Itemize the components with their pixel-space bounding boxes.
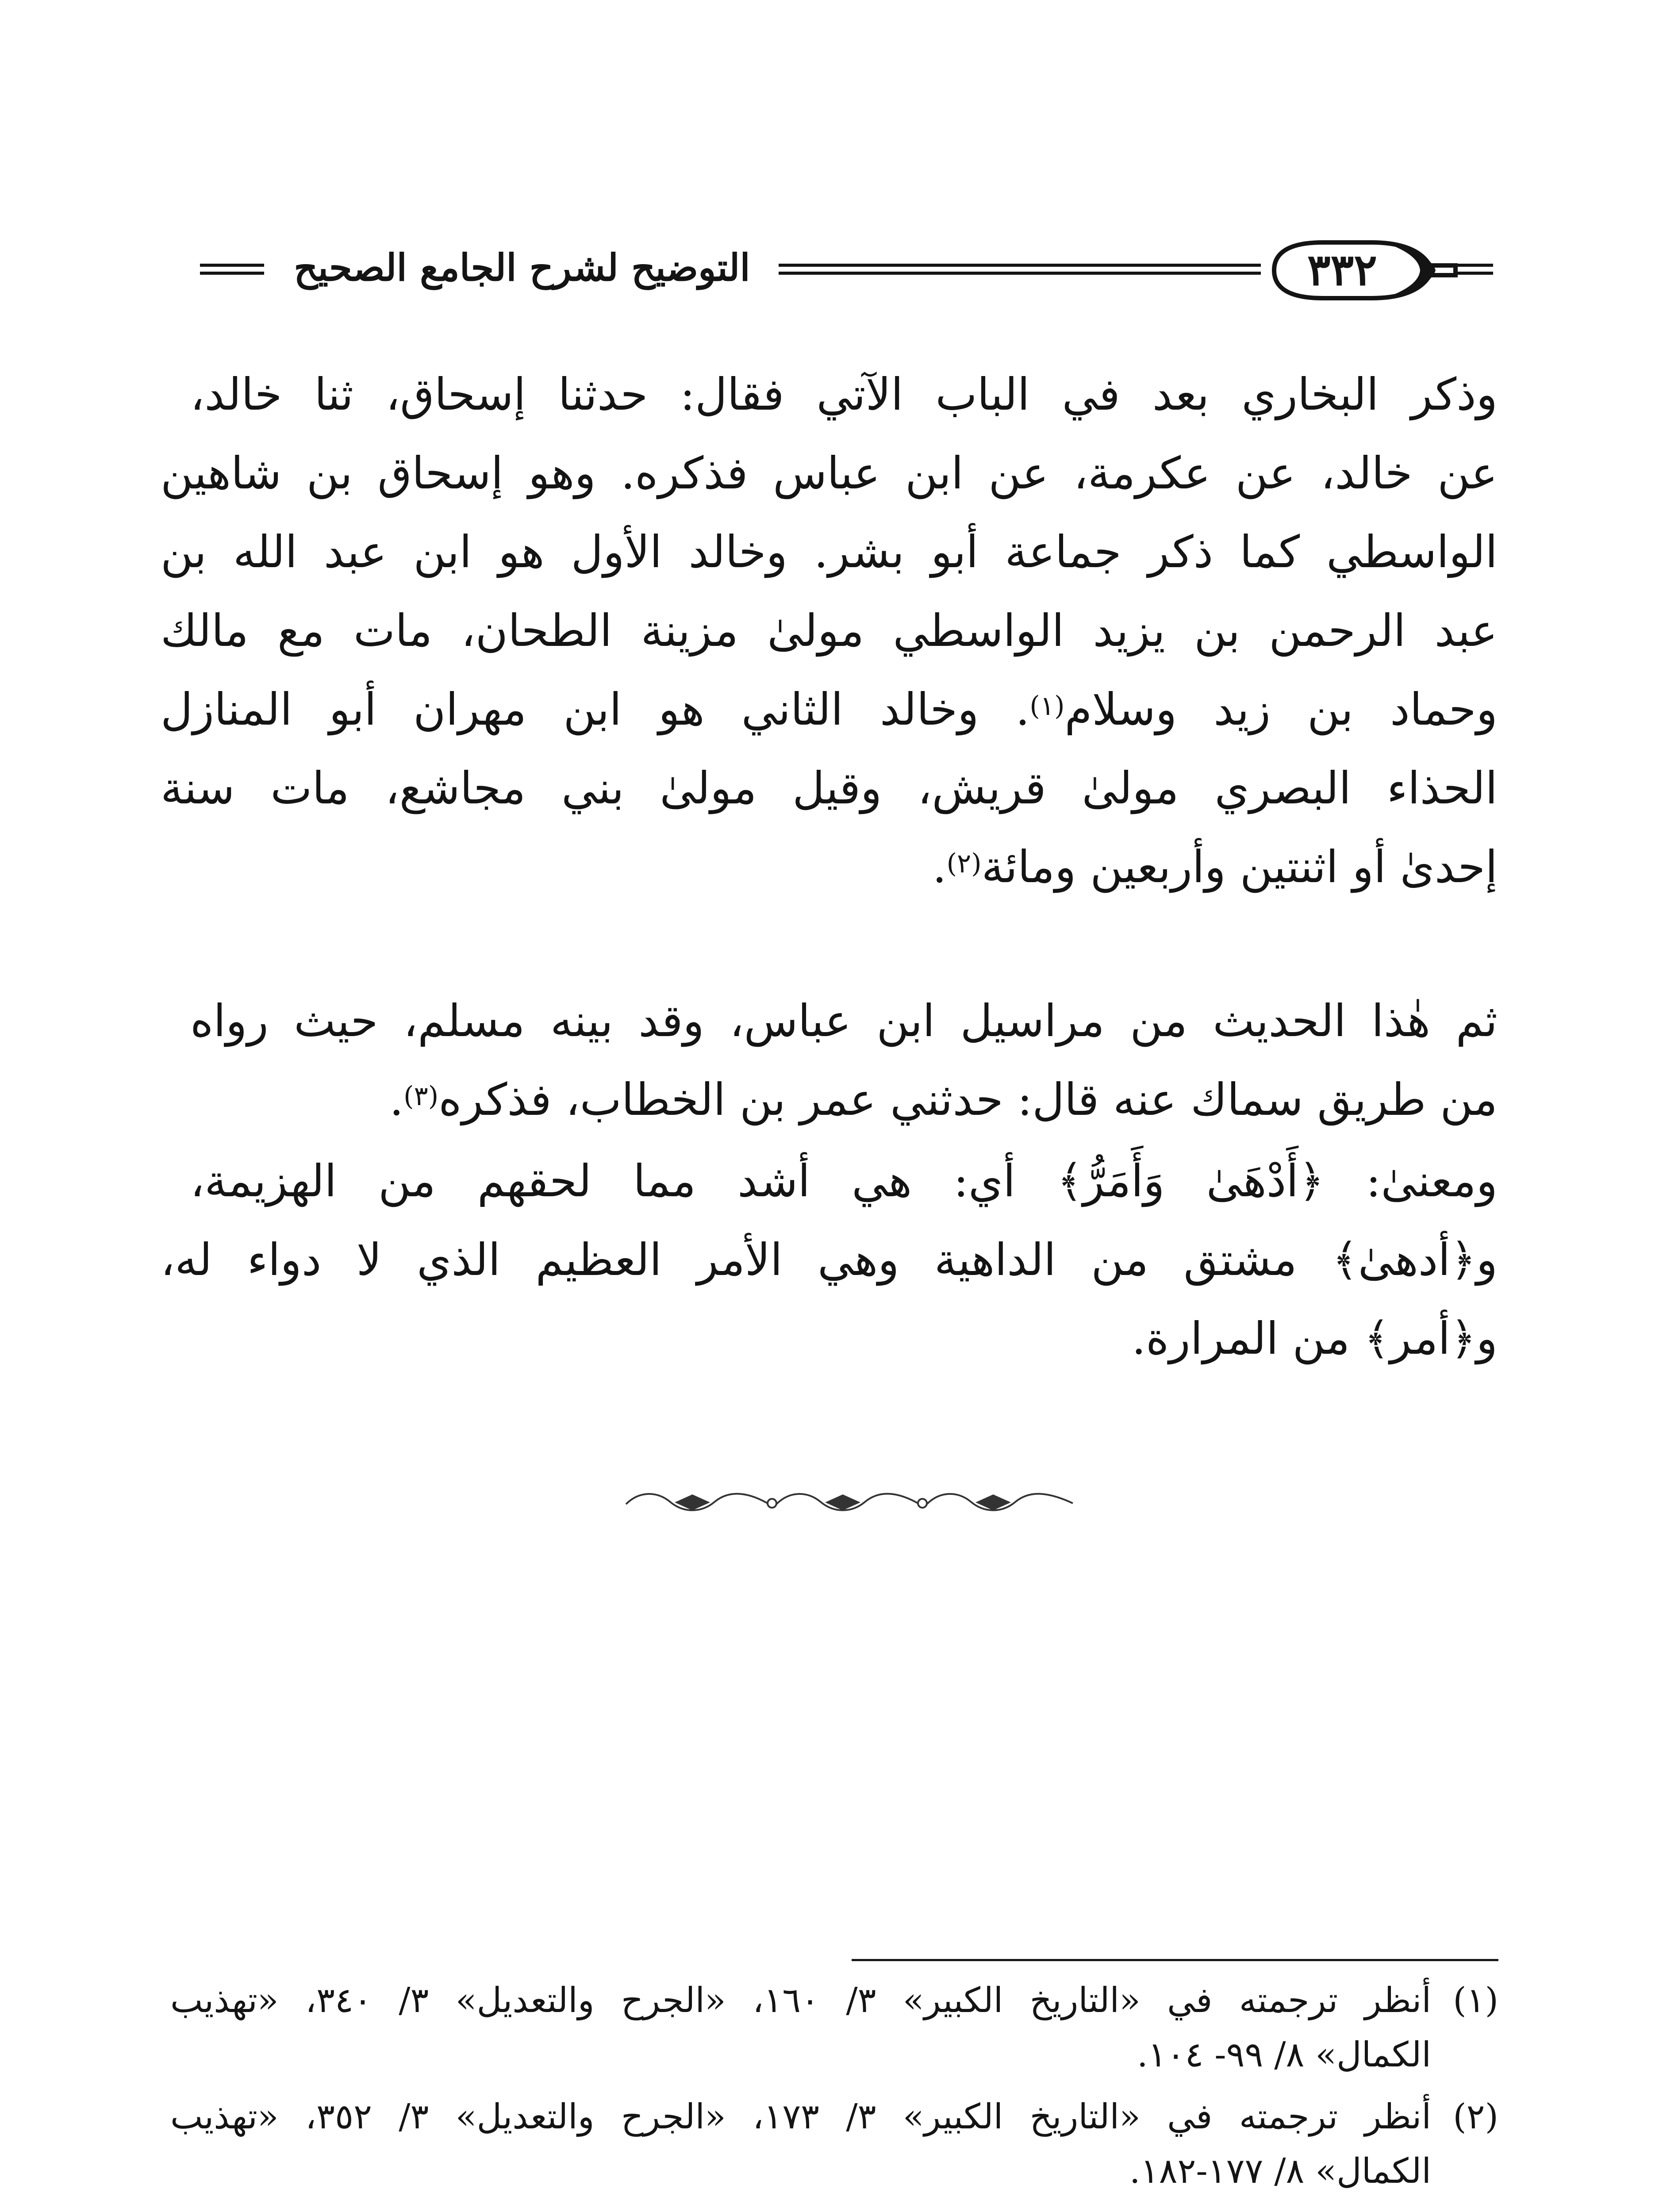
running-title: التوضيح لشرح الجامع الصحيح <box>294 246 750 289</box>
footnote-mark: (١) <box>1453 1981 1498 2020</box>
footnote-line: الكمال» ٨/ ٩٩- ١٠٤. <box>1137 2035 1431 2075</box>
text-line: و﴿أمر﴾ من المرارة. <box>1132 1313 1498 1364</box>
footnote-ref[interactable]: (٣) <box>403 1081 439 1112</box>
text-line: و﴿أدهىٰ﴾ مشتق من الداهية وهي الأمر العظيم الذي لا دواء له، <box>161 1234 1498 1286</box>
text-line: من طريق سماك عنه قال: حدثني عمر بن الخطاب، فذكره$^{(٣)}$. <box>389 1074 1498 1125</box>
page-number: ٣٣٢ <box>1307 245 1377 296</box>
text-line: ثم هٰذا الحديث من مراسيل ابن عباس، وقد بينه مسلم، حيث رواه <box>190 995 1498 1047</box>
text-line: وذكر البخاري بعد في الباب الآتي فقال: حدثنا إسحاق، ثنا خالد، <box>190 369 1498 420</box>
footnote-line: الكمال» ٨/ ١٧٧-١٨٢. <box>1129 2151 1431 2191</box>
footnote-mark: (٢) <box>1453 2097 1498 2137</box>
text-line: ومعنىٰ: ﴿أَدْهَىٰ وَأَمَرُّ﴾ أي: هي أشد مما لحقهم من الهزيمة، <box>190 1155 1498 1207</box>
footnote-line: أنظر ترجمته في «التاريخ الكبير» ٣/ ١٦٠، «الجرح والتعديل» ٣/ ٣٤٠، «تهذيب <box>170 1981 1432 2020</box>
page-header <box>0 0 1659 354</box>
footnote-ref[interactable]: (١) <box>1029 691 1065 722</box>
footnote-ref[interactable]: (٢) <box>946 848 982 879</box>
text-line: الحذاء البصري مولىٰ قريش، وقيل مولىٰ بني مجاشع، مات سنة <box>161 762 1498 814</box>
footnote-line: أنظر ترجمته في «التاريخ الكبير» ٣/ ١٧٣، «الجرح والتعديل» ٣/ ٣٥٢، «تهذيب <box>170 2097 1432 2137</box>
text-line: وحماد بن زيد وسلام$^{(١)}$. وخالد الثاني هو ابن مهران أبو المنازل <box>161 684 1498 735</box>
footnote-separator <box>852 1959 1498 1961</box>
text-line: عبد الرحمن بن يزيد الواسطي مولىٰ مزينة الطحان، مات مع مالك <box>161 605 1498 657</box>
text-line: عن خالد، عن عكرمة، عن ابن عباس فذكره. وهو إسحاق بن شاهين <box>161 447 1498 499</box>
section-end-ornament <box>622 1486 1077 1517</box>
text-line: الواسطي كما ذكر جماعة أبو بشر. وخالد الأول هو ابن عبد الله بن <box>161 526 1498 578</box>
text-line: إحدىٰ أو اثنتين وأربعين ومائة$^{(٢)}$. <box>932 841 1498 893</box>
